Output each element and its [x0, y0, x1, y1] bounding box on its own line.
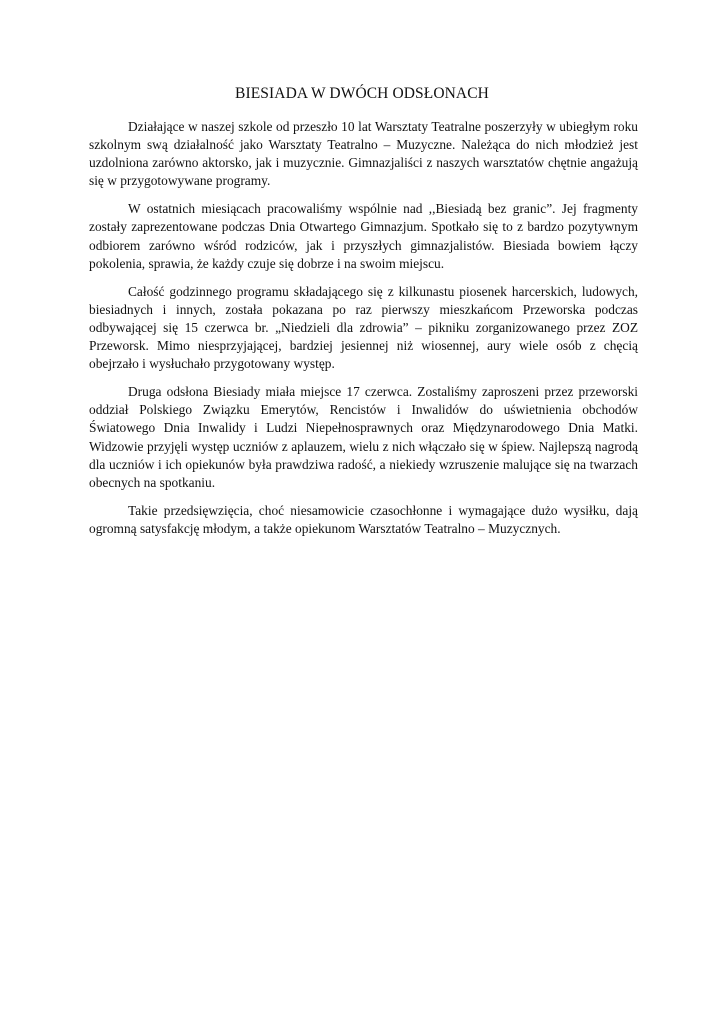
document-body [89, 118, 638, 548]
paragraph-1: Działające w naszej szkole od przeszło 10 lat Warsztaty Teatralne poszerzyły w ubiegłym roku szkolnym swą działalność jako Warsztaty Teatralno – Muzyczne. Należąca do nich młodzież jest uzdolniona zarówno aktorsko, jak i muzycznie. Gimnazjaliści z naszych warsztatów chętnie angażują się w przygotowywane programy. [89, 119, 638, 189]
paragraph-5: Takie przedsięwzięcia, choć niesamowicie czasochłonne i wymagające dużo wysiłku, dają ogromną satysfakcję młodym, a także opiekunom Warsztatów Teatralno – Muzycznych. [89, 502, 638, 536]
paragraph-4: Druga odsłona Biesiady miała miejsce 17 czerwca. Zostaliśmy zaproszeni przez przeworski oddział Polskiego Związku Emerytów, Rencistów i Inwalidów do uświetnienia obchodów Światowego Dnia Inwalidy i Ludzi Niepełnosprawnych oraz Międzynarodowego Dnia Matki. Widzowie przyjęli występ uczniów z aplauzem, wielu z nich włączało się w śpiew. Najlepszą nagrodą dla uczniów i ich opiekunów była prawdziwa radość, a niekiedy wzruszenie malujące się na twarzach obecnych na spotkaniu. [89, 384, 638, 490]
paragraph-2: W ostatnich miesiącach pracowaliśmy wspólnie nad ,,Biesiadą bez granic”. Jej fragmenty zostały zaprezentowane podczas Dnia Otwartego Gimnazjum. Spotkało się to z bardzo pozytywnym odbiorem zarówno wśród rodziców, jak i przyszłych gimnazjalistów. Biesiada bowiem łączy pokolenia, sprawia, że każdy czuje się dobrze i na swoim miejscu. [89, 201, 638, 271]
document-title: BIESIADA W DWÓCH ODSŁONACH [235, 85, 489, 102]
paragraph-3: Całość godzinnego programu składającego się z kilkunastu piosenek harcerskich, ludowych, biesiadnych i innych, została pokazana po raz pierwszy mieszkańcom Przeworska podczas odbywającej się 15 czerwca br. „Niedzieli dla zdrowia” – pikniku zorganizowanego przez ZOZ Przeworsk. Mimo niesprzyjającej, bardziej jesiennej niż wiosennej, aury wiele osób z chęcią obejrzało i wysłuchało przygotowany występ. [89, 283, 638, 372]
